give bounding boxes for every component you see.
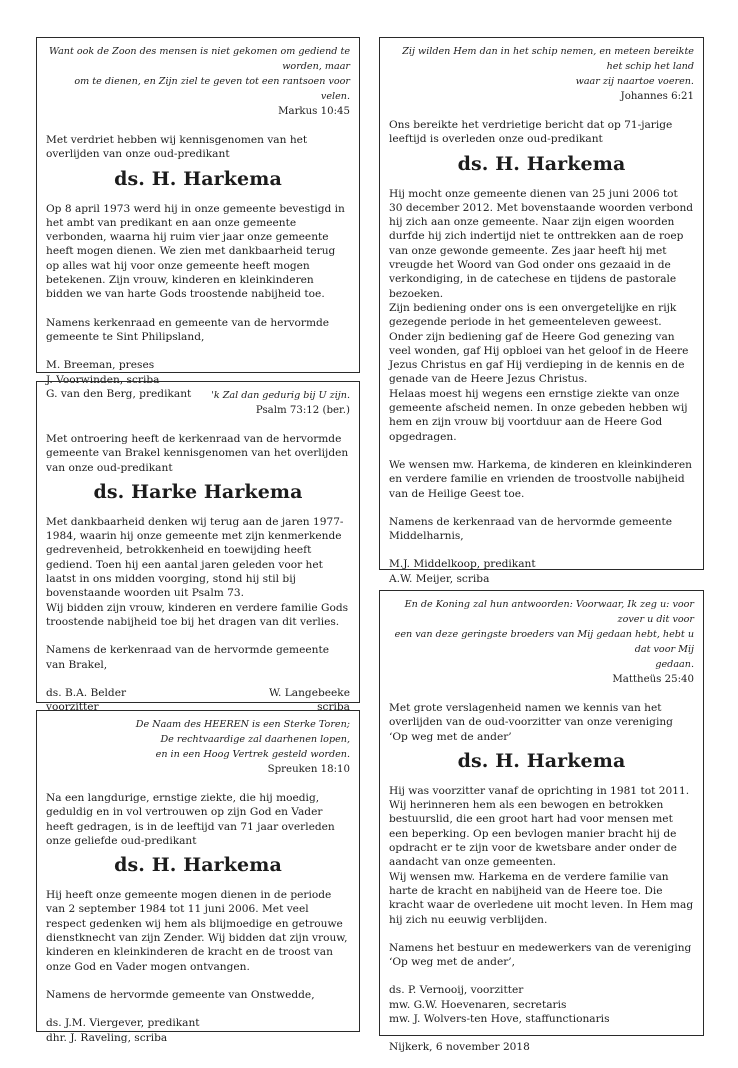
bible-quote: En de Koning zal hun antwoorden: Voorwaar, Ik zeg u: voor zover u dit voor een van deze geringste broeders van Mij gedaan hebt, hebt u dat voor Mij gedaan. [394, 599, 694, 670]
deceased-name: ds. Harke Harkema [93, 480, 303, 503]
signatories: ds. P. Vernooij, voorzitter mw. G.W. Hoevenaren, secretaris mw. J. Wolvers-ten Hove, staffunctionaris [389, 984, 610, 1026]
body-text: Hij was voorzitter vanaf de oprichting in 1981 tot 2011. Wij herinneren hem als een bewogen en betrokken bestuurslid, die een groot hart had voor mensen met een beperking. Op een bevlogen manier bracht hij de opdracht er te zijn voor de kwetsbare ander onder de aandacht van onze gemeenten. [389, 784, 690, 869]
body-text: Hij mocht onze gemeente dienen van 25 juni 2006 tot 30 december 2012. Met bovenstaande woorden verbond hij zich aan onze gemeente. Naar zijn eigen woorden durfde hij zich indertijd niet te onttrekken aan de roep van onze gewonde gemeente. Zes jaar heeft hij met vreugde het Woord van God onder ons gezaaid in de verkondiging, in de catechese en tijdens de pastorale bezoeken. [389, 187, 694, 300]
body-text-2: Wij wensen mw. Harkema en de verdere familie van harte de kracht en nabijheid van de Heere toe. Die kracht waar de overledene uit mocht leven. In Hem mag hij zich nu eeuwig verblijden. [389, 870, 694, 926]
bible-reference: Psalm 73:12 (ber.) [255, 405, 350, 416]
intro-text: Met grote verslagenheid namen we kennis van het overlijden van de oud-voorzitter van onze vereniging ‘Op weg met de ander’ [389, 702, 673, 743]
body-text-2: Zijn bediening onder ons is een onvergetelijke en rijk gezegende periode in het gemeenteleven geweest. Onder zijn bediening gaf de Heere God genezing van veel wonden, gaf Hij opbloei van het geloof in de Heere Jezus Christus en gaf Hij verdieping in de kennis en de genade van de Heere Jezus Christus. [389, 301, 689, 386]
bible-reference: Spreuken 18:10 [267, 764, 350, 775]
bible-quote: 'k Zal dan gedurig bij U zijn. [211, 390, 350, 401]
body-text: Op 8 april 1973 werd hij in onze gemeente bevestigd in het ambt van predikant en aan onze gemeente verbonden, waarna hij ruim vier jaar onze gemeente heeft mogen dienen. We zien met dankbaarheid terug op alles wat hij voor onze gemeente heeft mogen betekenen. Zijn vrouw, kinderen en kleinkinderen bidden we van harte Gods troostende nabijheid toe. [46, 202, 345, 301]
intro-text: Met ontroering heeft de kerkenraad van de hervormde gemeente van Brakel kennisgenomen van het overlijden van onze oud-predikant [46, 433, 349, 474]
bible-reference: Mattheüs 25:40 [612, 674, 694, 685]
signatories: ds. J.M. Viergever, predikant dhr. J. Raveling, scriba [46, 1017, 200, 1044]
obituary-brakel [36, 381, 360, 714]
bible-quote: Zij wilden Hem dan in het schip nemen, en meteen bereikte het schip het land waar zij naartoe voeren. [402, 46, 694, 87]
deceased-name: ds. H. Harkema [114, 167, 282, 190]
bible-reference: Johannes 6:21 [620, 91, 694, 102]
signatories-row-1: ds. B.A. Belder W. Langebeeke [46, 686, 350, 699]
obituary-op-weg-met-de-ander [379, 590, 704, 1054]
wish-text: We wensen mw. Harkema, de kinderen en kleinkinderen en verdere familie en vrienden de troostvolle nabijheid van de Heilige Geest toe. [389, 458, 692, 500]
place-date: Nijkerk, 6 november 2018 [389, 1041, 530, 1054]
bible-reference: Markus 10:45 [278, 106, 350, 117]
closing-text: Namens het bestuur en medewerkers van de vereniging ‘Op weg met de ander’, [389, 941, 692, 969]
intro-text: Na een langdurige, ernstige ziekte, die hij moedig, geduldig en in vol vertrouwen op zijn God en Vader heeft gedragen, is in de leeftijd van 71 jaar overleden onze geliefde oud-predikant [46, 792, 335, 847]
obituary-middelharnis [379, 37, 704, 585]
intro-text: Ons bereikte het verdrietige bericht dat op 71-jarige leeftijd is overleden onze oud-predikant [389, 119, 673, 146]
body-text: Hij heeft onze gemeente mogen dienen in de periode van 2 september 1984 tot 11 juni 2006. Met veel respect gedenken wij hem als blijmoedige en getrouwe dienstknecht van zijn Zender. Wij bidden dat zijn vrouw, kinderen en kleinkinderen de kracht en de troost van onze God en Vader mogen ontvangen. [46, 889, 348, 973]
bible-quote: Want ook de Zoon des mensen is niet gekomen om gediend te worden, maar om te dienen, en Zijn ziel te geven tot een rantsoen voor velen. [49, 46, 350, 102]
closing-text: Namens de kerkenraad van de hervormde gemeente Middelharnis, [389, 515, 672, 543]
signatories-row-2: voorzitter scriba [46, 701, 350, 714]
obituary-onstwedde [36, 710, 360, 1044]
bible-quote: De Naam des HEEREN is een Sterke Toren; De rechtvaardige zal daarhenen lopen, en in een Hoog Vertrek gesteld worden. [135, 719, 350, 760]
signatories: M. Breeman, preses J. Voorwinden, scriba G. van den Berg, predikant [46, 359, 192, 400]
closing-text: Namens de hervormde gemeente van Onstwedde, [46, 988, 315, 1001]
closing-text: Namens de kerkenraad van de hervormde gemeente van Brakel, [46, 644, 329, 671]
body-text: Met dankbaarheid denken wij terug aan de jaren 1977-1984, waarin hij onze gemeente met zijn kenmerkende gedrevenheid, betrokkenheid en toewijding heeft gediend. Toen hij een aantal jaren geleden voor het laatst in ons midden voorging, stond hij stil bij bovenstaande woorden uit Psalm 73. [46, 515, 344, 600]
deceased-name: ds. H. Harkema [457, 152, 626, 175]
deceased-name: ds. H. Harkema [114, 854, 282, 877]
closing-text: Namens kerkenraad en gemeente van de hervormde gemeente te Sint Philipsland, [46, 316, 330, 343]
deceased-name: ds. H. Harkema [457, 749, 626, 772]
signatories: M.J. Middelkoop, predikant A.W. Meijer, scriba [389, 558, 536, 585]
intro-text: Met verdriet hebben wij kennisgenomen van het overlijden van onze oud-predikant [46, 134, 308, 161]
body-text-2: Wij bidden zijn vrouw, kinderen en verdere familie Gods troostende nabijheid toe bij het dragen van dit verlies. [46, 601, 349, 628]
body-text-3: Helaas moest hij wegens een ernstige ziekte van onze gemeente afscheid nemen. In onze gebeden hebben wij hem en zijn vrouw bij voortduur aan de Heere God opgedragen. [389, 387, 688, 443]
